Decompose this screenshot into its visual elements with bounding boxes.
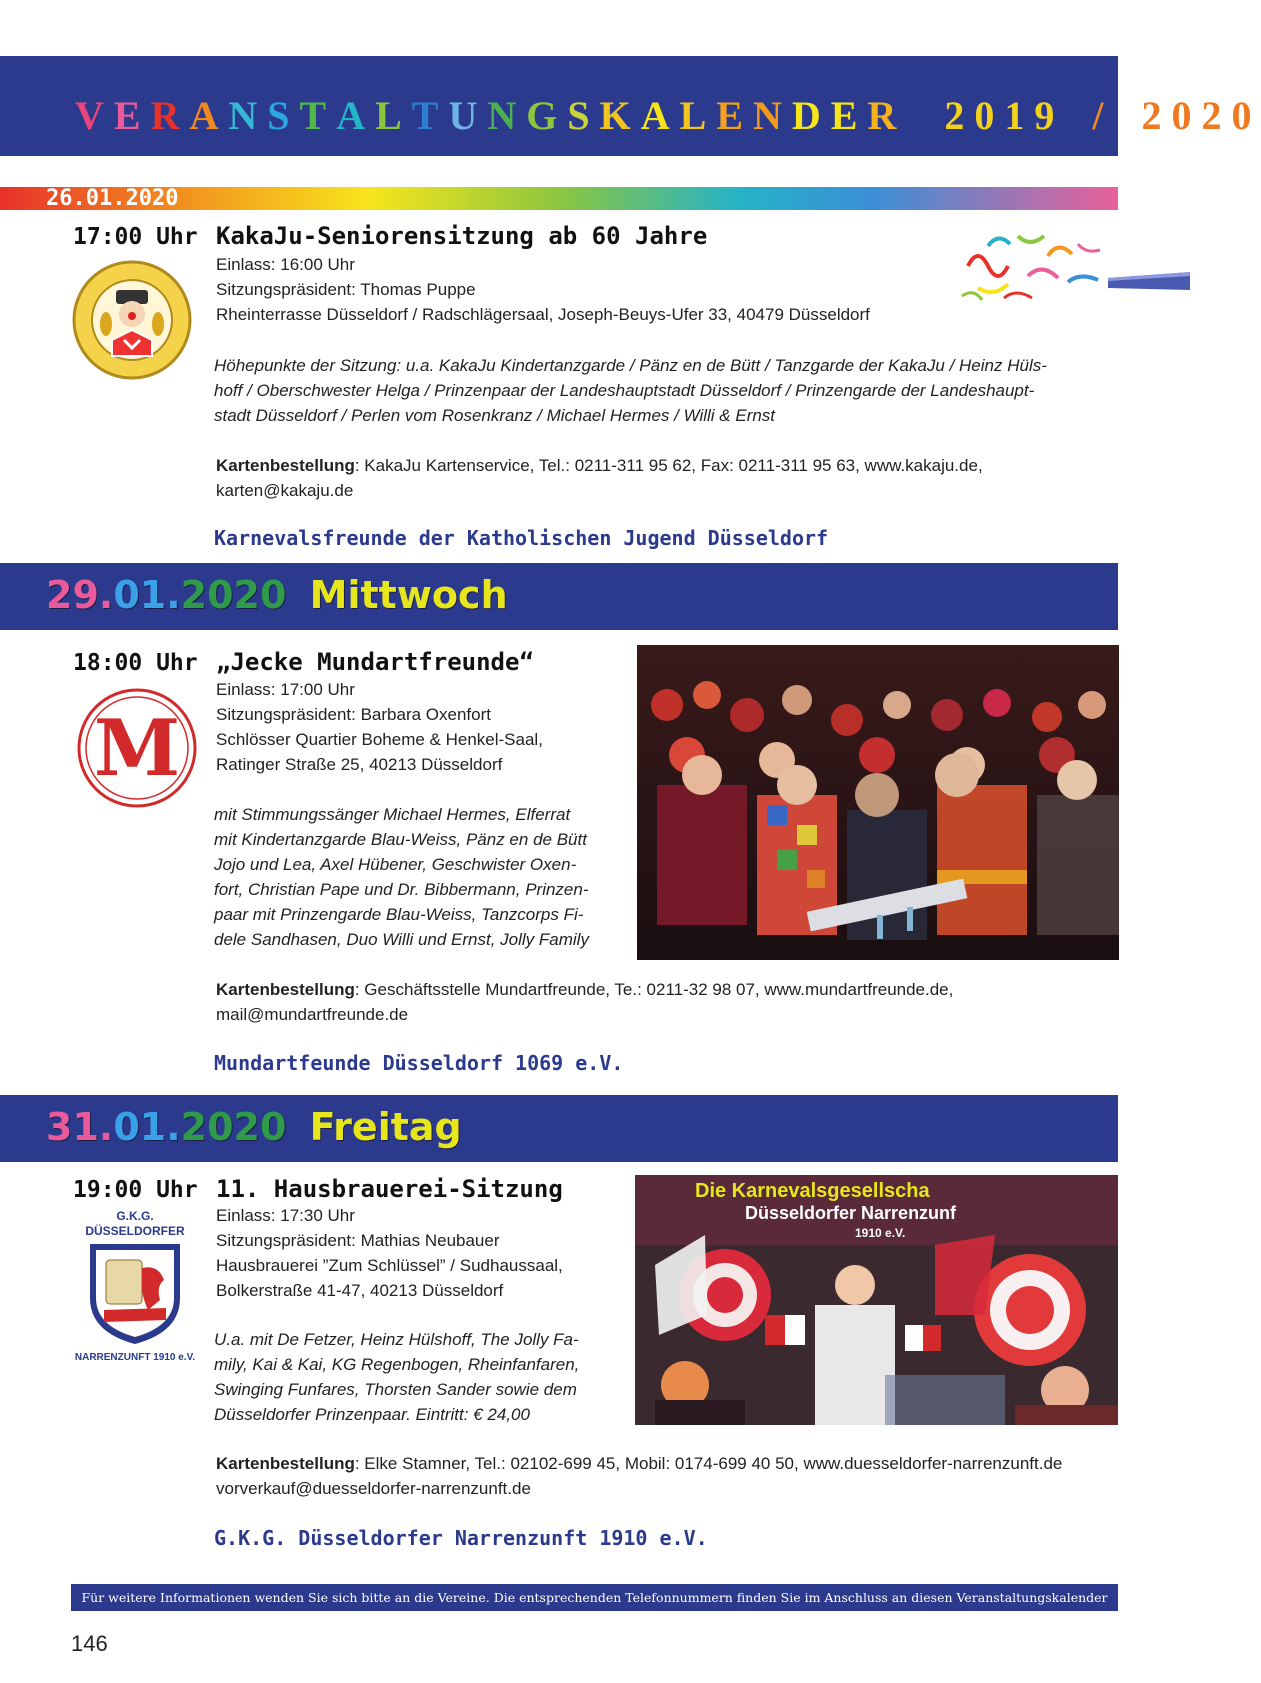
event2-desc-line: dele Sandhasen, Duo Willi und Ernst, Jolly Family <box>214 930 589 949</box>
narrenzunft-logo <box>72 1208 198 1368</box>
title-letter: L <box>679 93 717 138</box>
event2-tickets-info: : Geschäftsstelle Mundartfreunde, Te.: 0211-32 98 07, www.mundartfreunde.de, <box>354 980 954 999</box>
title-letter: R <box>867 93 907 138</box>
title-letter: N <box>753 93 792 138</box>
tickets-label: Kartenbestellung <box>216 456 355 475</box>
event1-admission: Einlass: 16:00 Uhr <box>216 255 355 274</box>
event2-venue: Schlösser Quartier Boheme & Henkel-Saal, <box>216 730 543 749</box>
date-part: 01. <box>113 1105 181 1149</box>
title-letter: A <box>336 93 376 138</box>
title-word <box>75 92 906 139</box>
event3-organizer: G.K.G. Düsseldorfer Narrenzunft 1910 e.V. <box>214 1526 708 1550</box>
title-separator: / <box>1092 93 1114 138</box>
event3-info <box>216 1203 563 1303</box>
event1-tickets <box>216 453 983 503</box>
event2-party-photo <box>637 645 1119 960</box>
event1-organizer: Karnevalsfreunde der Katholischen Jugend Düsseldorf <box>214 526 829 550</box>
event1-desc-line: hoff / Oberschwester Helga / Prinzenpaar der Landeshauptstadt Düsseldorf / Prinzengarde der Landeshaupt- <box>214 381 1035 400</box>
logo-bottom-text: NARRENZUNFT 1910 e.V. <box>74 1352 196 1363</box>
event3-tickets-info: : Elke Stamner, Tel.: 02102-699 45, Mobil: 0174-699 40 50, www.duesseldorfer-narrenzunft.de <box>354 1454 1063 1473</box>
event2-admission: Einlass: 17:00 Uhr <box>216 680 355 699</box>
title-letter: E <box>830 93 868 138</box>
event2-desc-line: paar mit Prinzengarde Blau-Weiss, Tanzcorps Fi- <box>214 905 584 924</box>
event2-address: Ratinger Straße 25, 40213 Düsseldorf <box>216 755 503 774</box>
event3-party-photo <box>635 1175 1118 1425</box>
page-title <box>75 92 1261 139</box>
title-year-2: 2020 <box>1141 93 1261 138</box>
photo-banner-text: Düsseldorfer Narrenzunf <box>745 1203 957 1223</box>
event1-info <box>216 252 870 327</box>
event3-tickets <box>216 1451 1062 1501</box>
event1-president: Sitzungspräsident: Thomas Puppe <box>216 280 476 299</box>
mundartfreunde-logo <box>76 687 198 809</box>
title-letter: N <box>487 93 527 138</box>
event3-admission: Einlass: 17:30 Uhr <box>216 1206 355 1225</box>
event2-title: „Jecke Mundartfreunde“ <box>216 648 534 676</box>
tickets-label: Kartenbestellung <box>216 1454 355 1473</box>
event2-description <box>214 802 614 952</box>
event3-address: Bolkerstraße 41-47, 40213 Düsseldorf <box>216 1281 504 1300</box>
title-letter: G <box>526 93 568 138</box>
title-letter: L <box>375 93 412 138</box>
event2-time: 18:00 Uhr <box>73 650 198 676</box>
event3-desc-line: Düsseldorfer Prinzenpaar. Eintritt: € 24,00 <box>214 1405 530 1424</box>
event1-venue: Rheinterrasse Düsseldorf / Radschlägersaal, Joseph-Beuys-Ufer 33, 40479 Düsseldorf <box>216 305 870 324</box>
title-letter: U <box>448 93 488 138</box>
event3-venue: Hausbrauerei ”Zum Schlüssel” / Sudhaussaal, <box>216 1256 563 1275</box>
date-part: 01. <box>113 573 181 617</box>
event1-tickets-info: : KakaJu Kartenservice, Tel.: 0211-311 95 62, Fax: 0211-311 95 63, www.kakaju.de, <box>354 456 983 475</box>
event3-tickets-email: vorverkauf@duesseldorfer-narrenzunft.de <box>216 1479 531 1498</box>
event1-time: 17:00 Uhr <box>73 224 198 250</box>
event3-title: 11. Hausbrauerei-Sitzung <box>216 1175 563 1203</box>
event2-weekday: Mittwoch <box>309 573 508 617</box>
logo-top-text: G.K.G. <box>116 1209 154 1223</box>
event3-date <box>46 1105 286 1149</box>
title-letter: E <box>716 93 753 138</box>
event2-date <box>46 573 286 617</box>
event1-title: KakaJu-Seniorensitzung ab 60 Jahre <box>216 222 708 250</box>
title-year-1: 2019 <box>944 93 1065 138</box>
title-letter: V <box>75 93 114 138</box>
event3-weekday: Freitag <box>309 1105 462 1149</box>
event2-president: Sitzungspräsident: Barbara Oxenfort <box>216 705 491 724</box>
event3-desc-line: U.a. mit De Fetzer, Heinz Hülshoff, The Jolly Fa- <box>214 1330 579 1349</box>
event3-desc-line: Swinging Funfares, Thorsten Sander sowie dem <box>214 1380 577 1399</box>
date-part: 2020 <box>180 1105 287 1149</box>
event2-desc-line: fort, Christian Pape und Dr. Bibbermann, Prinzen- <box>214 880 589 899</box>
tickets-label: Kartenbestellung <box>216 980 355 999</box>
logo-top-text: DÜSSELDORFER <box>85 1224 185 1238</box>
event2-desc-line: mit Kindertanzgarde Blau-Weiss, Pänz en de Bütt <box>214 830 587 849</box>
event1-date: 26.01.2020 <box>46 186 179 211</box>
event1-description <box>214 353 1114 428</box>
title-letter: R <box>150 93 190 138</box>
event2-date-heading <box>46 573 508 617</box>
event2-tickets <box>216 977 953 1027</box>
event3-time: 19:00 Uhr <box>73 1177 198 1203</box>
event3-president: Sitzungspräsident: Mathias Neubauer <box>216 1231 500 1250</box>
title-letter: A <box>640 93 680 138</box>
title-letter: E <box>113 93 151 138</box>
event3-desc-line: mily, Kai & Kai, KG Regenbogen, Rheinfanfaren, <box>214 1355 580 1374</box>
date-part: 31. <box>46 1105 114 1149</box>
title-letter: D <box>791 93 831 138</box>
date-part: 29. <box>46 573 114 617</box>
title-letter: A <box>189 93 229 138</box>
photo-banner-text: 1910 e.V. <box>855 1226 906 1240</box>
event3-description <box>214 1327 614 1427</box>
title-letter: S <box>267 93 300 138</box>
kakaju-logo <box>72 260 192 380</box>
event2-info <box>216 677 543 777</box>
event1-tickets-email: karten@kakaju.de <box>216 481 354 500</box>
title-letter: T <box>411 93 449 138</box>
title-letter: N <box>228 93 268 138</box>
event2-desc-line: mit Stimmungssänger Michael Hermes, Elferrat <box>214 805 571 824</box>
event2-organizer: Mundartfeunde Düsseldorf 1069 e.V. <box>214 1051 624 1075</box>
event3-date-heading <box>46 1105 462 1149</box>
event1-desc-line: stadt Düsseldorf / Perlen vom Rosenkranz / Michael Hermes / Willi & Ernst <box>214 406 776 425</box>
event2-desc-line: Jojo und Lea, Axel Hübener, Geschwister Oxen- <box>214 855 577 874</box>
title-letter: K <box>599 93 641 138</box>
date-part: 2020 <box>180 573 287 617</box>
page-number: 146 <box>71 1631 108 1656</box>
footer-note: Für weitere Informationen wenden Sie sich bitte an die Vereine. Die entsprechenden Telefonnummern finden Sie im Anschluss an diesen Veranstaltungskalender <box>71 1584 1118 1611</box>
event2-tickets-email: mail@mundartfreunde.de <box>216 1005 409 1024</box>
title-letter: S <box>567 93 600 138</box>
title-letter: T <box>299 93 337 138</box>
event1-desc-line: Höhepunkte der Sitzung: u.a. KakaJu Kindertanzgarde / Pänz en de Bütt / Tanzgarde der KakaJu / Heinz Hüls- <box>214 356 1047 375</box>
confetti-popper-image <box>958 226 1190 310</box>
photo-banner-text: Die Karnevalsgesellscha <box>695 1180 930 1202</box>
logo-letter: M <box>93 703 181 794</box>
